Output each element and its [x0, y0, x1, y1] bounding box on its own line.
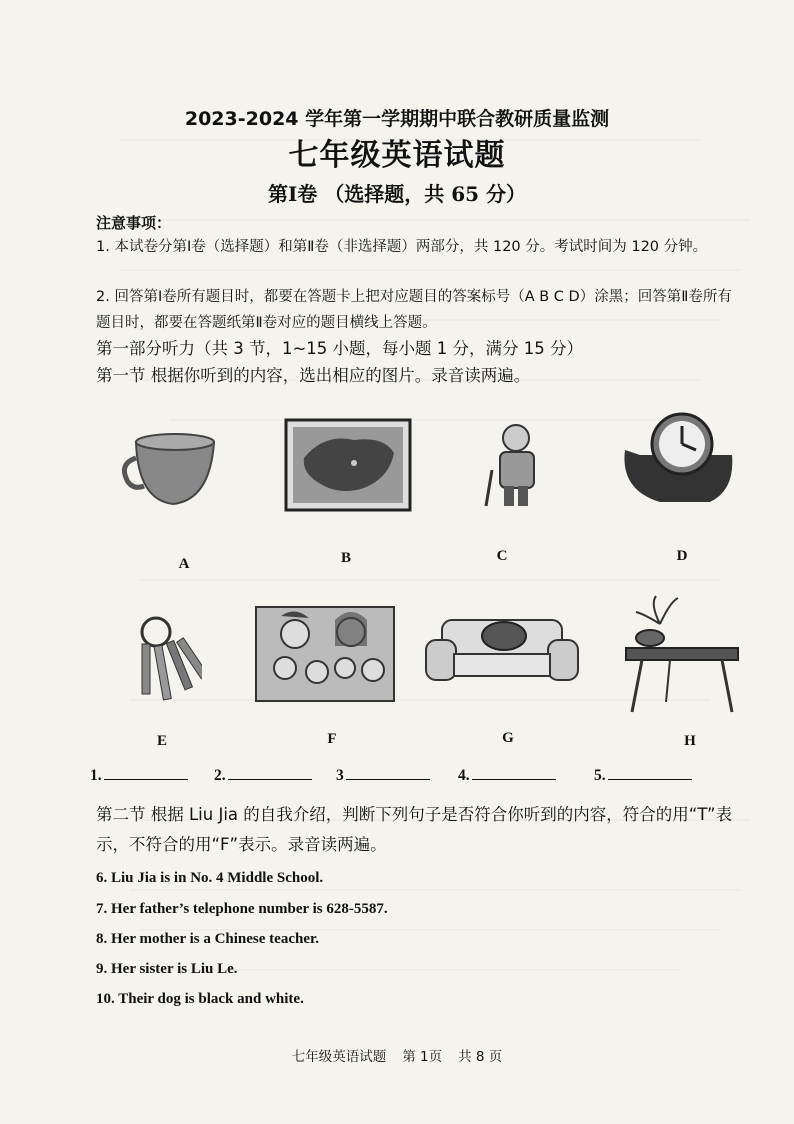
statement-9: 9. Her sister is Liu Le. — [96, 961, 238, 977]
grandfather-icon — [478, 420, 548, 510]
page-footer — [0, 1045, 794, 1065]
answer-blank-2[interactable]: 2. — [214, 765, 312, 785]
section2-heading: 第二节 根据 Liu Jia 的自我介绍，判断下列句子是否符合你听到的内容，符合的用“T”表示，不符合的用“F”表示。录音读两遍。 — [96, 805, 733, 854]
picture-label-d: D — [676, 548, 688, 564]
picture-label-h: H — [684, 733, 696, 749]
statement-10: 10. Their dog is black and white. — [96, 991, 304, 1007]
picture-label-e: E — [156, 733, 167, 749]
part1-heading: 第一部分听力（共 3 节，1~15 小题，每小题 1 分，满分 15 分） — [96, 339, 584, 358]
map-icon — [284, 418, 412, 512]
picture-label-f: F — [327, 731, 337, 747]
answer-blank-1[interactable]: 1. — [90, 765, 188, 785]
footer-total-pages: 共 8 页 — [458, 1049, 503, 1065]
picture-label-c: C — [496, 548, 508, 564]
answer-blank-5[interactable]: 5. — [594, 765, 692, 785]
statement-6: 6. Liu Jia is in No. 4 Middle School. — [96, 870, 324, 886]
keys-icon — [132, 612, 202, 704]
sofa-icon — [424, 610, 580, 690]
statement-7: 7. Her father’s telephone number is 628-5587. — [96, 901, 388, 917]
answer-blank-3[interactable]: 3 — [336, 765, 430, 785]
statement-8: 8. Her mother is a Chinese teacher. — [96, 931, 320, 947]
section1-heading: 第一节 根据你听到的内容，选出相应的图片。录音读两遍。 — [96, 366, 531, 385]
note-item-2: 2. 回答第Ⅰ卷所有题目时，都要在答题卡上把对应题目的答案标号（A B C D）涂黑；回答第Ⅱ卷所有题目时，都要在答题纸第Ⅱ卷对应的题目横线上答题。 — [96, 289, 732, 331]
notes-heading: 注意事项： — [96, 214, 172, 232]
exam-title-line1: 2023-2024 学年第一学期期中联合教研质量监测 — [184, 108, 610, 130]
footer-exam-name: 七年级英语试题 — [291, 1049, 387, 1065]
answer-blank-4[interactable]: 4. — [458, 765, 556, 785]
note-item-1: 1. 本试卷分第Ⅰ卷（选择题）和第Ⅱ卷（非选择题）两部分，共 120 分。考试时间为 120 分钟。 — [96, 239, 708, 255]
footer-page-number: 第 1页 — [402, 1049, 443, 1065]
picture-label-a: A — [178, 556, 190, 572]
watch-icon — [620, 410, 738, 510]
picture-label-g: G — [502, 730, 514, 746]
family-photo-icon — [255, 606, 395, 702]
exam-title-line2: 七年级英语试题 — [288, 138, 506, 173]
table-plant-icon — [620, 594, 744, 714]
section-title: 第Ⅰ卷 （选择题，共 65 分） — [267, 182, 527, 206]
picture-label-b: B — [340, 550, 351, 566]
cup-icon — [118, 430, 228, 510]
